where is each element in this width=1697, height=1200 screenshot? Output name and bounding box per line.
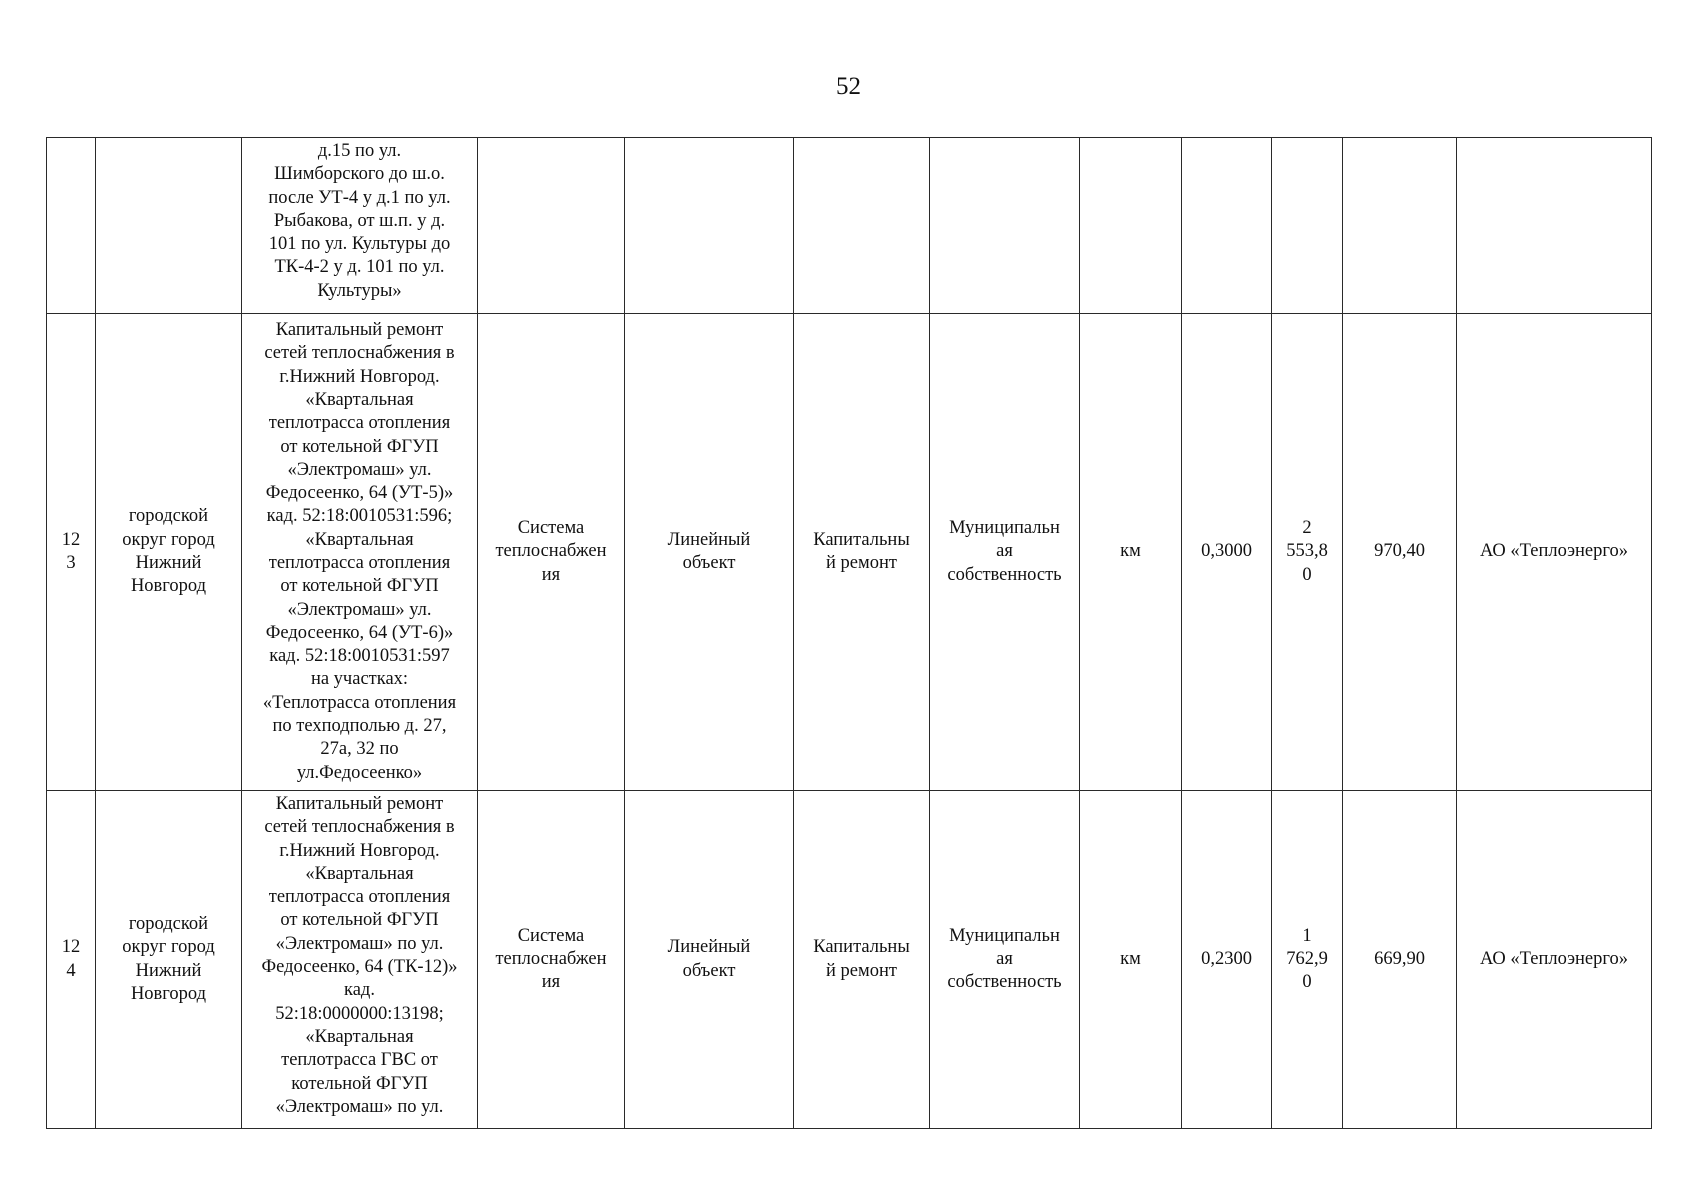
cell-ownership: Муниципальн ая собственность	[930, 791, 1080, 1129]
registry-table	[46, 137, 1652, 1129]
cell-system	[478, 138, 625, 314]
description-text: Капитальный ремонт сетей теплоснабжения в г.Нижний Новгород. «Квартальная теплотрасса отопления от котельной ФГУП «Электромаш» по ул. Федосеенко, 64 (ТК-12)» кад. 52:18:0000000:13198; «Квартальная теплотрасса ГВС от котельной ФГУП «Электромаш» по ул.	[261, 794, 458, 1117]
cell-cost: 1 762,9 0	[1272, 791, 1343, 1129]
cell-organization: АО «Теплоэнерго»	[1457, 314, 1652, 791]
cell-unit: км	[1080, 314, 1182, 791]
table-row	[47, 314, 1652, 791]
cell-organization: АО «Теплоэнерго»	[1457, 791, 1652, 1129]
cell-object-type: Линейный объект	[625, 314, 794, 791]
cell-unit: км	[1080, 791, 1182, 1129]
cell-unit	[1080, 138, 1182, 314]
cell-description	[242, 314, 478, 791]
cell-system: Система теплоснабжен ия	[478, 791, 625, 1129]
page-number: 52	[836, 73, 861, 100]
cell-territory	[96, 138, 242, 314]
cell-value: 669,90	[1343, 791, 1457, 1129]
table-row-continuation	[47, 138, 1652, 314]
cell-territory: городской округ город Нижний Новгород	[96, 314, 242, 791]
cell-cost: 2 553,8 0	[1272, 314, 1343, 791]
cell-system: Система теплоснабжен ия	[478, 314, 625, 791]
cell-work-type: Капитальны й ремонт	[794, 791, 930, 1129]
cell-value: 970,40	[1343, 314, 1457, 791]
description-text: д.15 по ул. Шимборского до ш.о. после УТ-4 у д.1 по ул. Рыбакова, от ш.п. у д. 101 по ул. Культуры до ТК-4-2 у д. 101 по ул. Культуры»	[268, 141, 451, 301]
description-text: Капитальный ремонт сетей теплоснабжения в г.Нижний Новгород. «Квартальная теплотрасса отопления от котельной ФГУП «Электромаш» ул. Федосеенко, 64 (УТ-5)» кад. 52:18:0010531:596; «Квартальная теплотрасса отопления от котельной ФГУП «Электромаш» ул. Федосеенко, 64 (УТ-6)» кад. 52:18:0010531:597 на участках: «Теплотрасса отопления по техподполью д. 27, 27а, 32 по ул.Федосеенко»	[262, 320, 457, 783]
cell-quantity	[1182, 138, 1272, 314]
cell-quantity: 0,3000	[1182, 314, 1272, 791]
cell-value	[1343, 138, 1457, 314]
cell-quantity: 0,2300	[1182, 791, 1272, 1129]
cell-object-type	[625, 138, 794, 314]
cell-ownership	[930, 138, 1080, 314]
cell-description	[242, 791, 478, 1129]
cell-work-type	[794, 138, 930, 314]
cell-description	[242, 138, 478, 314]
cell-organization	[1457, 138, 1652, 314]
cell-work-type: Капитальны й ремонт	[794, 314, 930, 791]
cell-ownership: Муниципальн ая собственность	[930, 314, 1080, 791]
cell-object-type: Линейный объект	[625, 791, 794, 1129]
cell-cost	[1272, 138, 1343, 314]
cell-number: 12 4	[47, 791, 96, 1129]
cell-territory: городской округ город Нижний Новгород	[96, 791, 242, 1129]
cell-number: 12 3	[47, 314, 96, 791]
table-row	[47, 791, 1652, 1129]
cell-number	[47, 138, 96, 314]
